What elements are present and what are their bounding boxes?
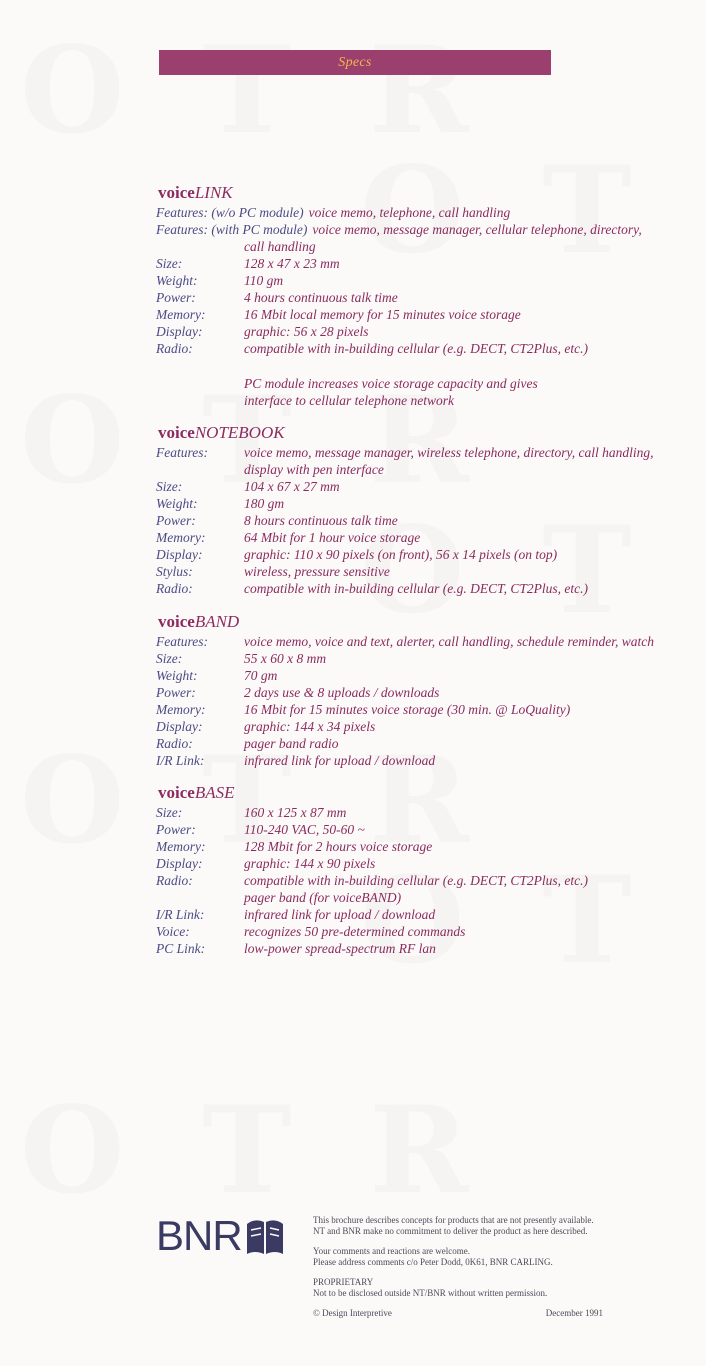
spec-row: Memory: 16 Mbit for 15 minutes voice storage (30 min. @ LoQuality): [156, 702, 571, 717]
comments-line: Your comments and reactions are welcome.: [313, 1246, 471, 1256]
spec-row: Memory: 16 Mbit local memory for 15 minutes voice storage: [156, 307, 521, 322]
product-voicelink: [156, 183, 644, 409]
product-title: voiceBASE: [158, 783, 235, 802]
spec-row: Radio: compatible with in-building cellular (e.g. DECT, CT2Plus, etc.): [156, 341, 588, 356]
spec-row: Features: voice memo, message manager, wireless telephone, directory, call handling,: [156, 445, 654, 460]
watermark: [20, 1080, 487, 1221]
spec-row: Size: 160 x 125 x 87 mm: [156, 805, 347, 820]
spec-row: Power: 110-240 VAC, 50-60 ~: [156, 822, 365, 837]
spec-row: Voice: recognizes 50 pre-determined commands: [156, 924, 466, 939]
spec-row: Radio: compatible with in-building cellular (e.g. DECT, CT2Plus, etc.): [156, 581, 588, 596]
proprietary-notice: Not to be disclosed outside NT/BNR without written permission.: [313, 1288, 548, 1298]
spec-row: Stylus: wireless, pressure sensitive: [156, 564, 390, 579]
product-voicenotebook: [156, 423, 664, 597]
spec-row: Display: graphic: 56 x 28 pixels: [156, 324, 369, 339]
spec-row: Features: (with PC module) voice memo, message manager, cellular telephone, directory,: [156, 222, 642, 237]
product-voicebase: [156, 783, 644, 957]
spec-row: I/R Link: infrared link for upload / download: [156, 753, 436, 768]
design-credit: © Design Interpretive: [313, 1308, 392, 1318]
proprietary-label: PROPRIETARY: [313, 1277, 374, 1287]
logo-wordmark: BNR: [156, 1212, 242, 1259]
banner-title: Specs: [338, 54, 372, 70]
footer-credits: [313, 1308, 603, 1319]
disclaimer-text: This brochure describes concepts for products that are not presently available. NT and BNR make no commitment to deliver the product as here described.: [313, 1215, 594, 1236]
product-title: voiceNOTEBOOK: [158, 423, 285, 442]
spec-row: Power: 4 hours continuous talk time: [156, 290, 398, 305]
footer-notes: [313, 1215, 603, 1319]
spec-row: Radio: pager band radio: [156, 736, 339, 751]
spec-continuation: display with pen interface: [244, 462, 384, 477]
bnr-logo: [156, 1213, 306, 1259]
spec-row: Features: (w/o PC module) voice memo, telephone, call handling: [156, 205, 511, 220]
spec-row: Memory: 64 Mbit for 1 hour voice storage: [156, 530, 421, 545]
spec-row: Display: graphic: 110 x 90 pixels (on front), 56 x 14 pixels (on top): [156, 547, 558, 562]
spec-row: Display: graphic: 144 x 34 pixels: [156, 719, 376, 734]
spec-row: Features: voice memo, voice and text, alerter, call handling, schedule reminder, watch: [156, 634, 655, 649]
product-title: voiceLINK: [158, 183, 233, 202]
bnr-logo-icon: [245, 1216, 285, 1256]
spec-row: Size: 104 x 67 x 27 mm: [156, 479, 340, 494]
spec-row: Weight: 70 gm: [156, 668, 278, 683]
spec-row: I/R Link: infrared link for upload / download: [156, 907, 436, 922]
spec-row: Weight: 180 gm: [156, 496, 285, 511]
spec-note: PC module increases voice storage capacity and gives: [244, 376, 538, 391]
spec-row: Memory: 128 Mbit for 2 hours voice storage: [156, 839, 433, 854]
spec-row: Display: graphic: 144 x 90 pixels: [156, 856, 376, 871]
product-voiceband: [156, 612, 664, 769]
spec-row: Size: 128 x 47 x 23 mm: [156, 256, 340, 271]
spec-note: interface to cellular telephone network: [244, 393, 454, 408]
spec-row: Power: 2 days use & 8 uploads / downloads: [156, 685, 440, 700]
spec-row: Radio: compatible with in-building cellular (e.g. DECT, CT2Plus, etc.): [156, 873, 588, 888]
spec-continuation: call handling: [244, 239, 316, 254]
spec-row: Power: 8 hours continuous talk time: [156, 513, 398, 528]
product-title: voiceBAND: [158, 612, 240, 631]
publication-date: December 1991: [545, 1308, 603, 1318]
comments-address: Please address comments c/o Peter Dodd, 0K61, BNR CARLING.: [313, 1257, 553, 1267]
spec-continuation: pager band (for voiceBAND): [244, 890, 402, 905]
spec-row: Size: 55 x 60 x 8 mm: [156, 651, 327, 666]
specs-banner: [159, 50, 551, 75]
spec-row: PC Link: low-power spread-spectrum RF lan: [156, 941, 436, 956]
spec-row: Weight: 110 gm: [156, 273, 284, 288]
watermark: [20, 20, 487, 161]
